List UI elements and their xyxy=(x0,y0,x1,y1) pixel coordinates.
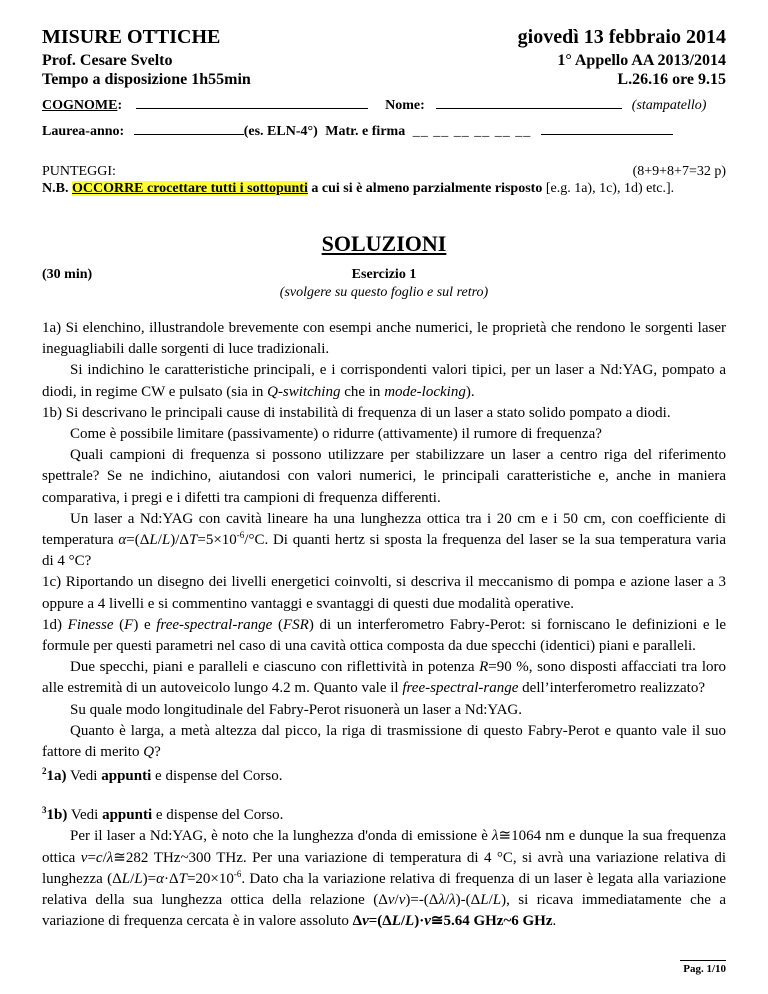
scoring-label: PUNTEGGI: xyxy=(42,164,116,179)
exam-session: 1° Appello AA 2013/2014 xyxy=(557,52,726,69)
cognome-label: COGNOME xyxy=(42,98,118,113)
exam-date: giovedì 13 febbraio 2014 xyxy=(517,26,726,48)
firma-field[interactable] xyxy=(541,134,673,135)
nb-highlight: OCCORRE crocettare tutti i sottopunti xyxy=(71,181,308,196)
page-title: SOLUZIONI xyxy=(321,231,447,256)
cognome-field[interactable] xyxy=(136,108,368,109)
exercise-title: Esercizio 1 xyxy=(351,267,417,282)
room-time: L.26.16 ore 9.15 xyxy=(617,71,726,88)
page-number: Pag. 1/10 xyxy=(683,963,726,975)
nb-note xyxy=(42,181,674,197)
professor-name: Prof. Cesare Svelto xyxy=(42,52,173,69)
questions-block: 1a) Si elenchino, illustrandole brevemente con esempi anche numerici, le proprietà che rendono le sorgenti laser ineguagliabili dalle sorgenti di luce tradizionali. Si indichino le caratteristiche principali, e i corrispondenti valori tipici, per un laser a Nd:YAG, pompato a diodi, in regime CW e pulsato (sia in Q-switching che in mode-locking). 1b) Si descrivano le principali cause di instabilità di frequenza di un laser a stato solido pompato a diodi. Come è possibile limitare (passivamente) o ridurre (attivamente) il rumore di frequenza? Quali campioni di frequenza si possono utilizzare per stabilizzare un laser a centro riga del riferimento spettrale? Se ne indichino, aiutandosi con valori numerici, le principali caratteristiche e, anche in maniera comparativa, i pregi e i difetti tra campioni di frequenza differenti. Un laser a Nd:YAG con cavità lineare ha una lunghezza ottica tra i 20 cm e i 50 cm, con coefficiente di temperatura $\alpha=(\Delta L/L)/\Delta T=5\times 10^{-6}/^\circ C$. Di quanti hertz si sposta la frequenza del laser se la sua temperatura varia di 4 °C? 1c) Riportando un disegno dei livelli energetici coinvolti, si descriva il meccanismo di pompa e azione laser a 3 oppure a 4 livelli e si commentino vantaggi e svantaggi di questi due modalità operative. 1d) Finesse (F) e free-spectral-range (FSR) di un interferometro Fabry-Perot: si forniscano le definizioni e le formule per questi parametri nel caso di una cavità ottica composta da due specchi (identici) piani e paralleli. Due specchi, piani e paralleli e ciascuno con riflettività in potenza R=90 %, sono disposti affacciati tra loro alle estremità di un autoveicolo lungo 4.2 m. Quanto vale il free-spectral-range dell’interferometro realizzato? Su quale modo longitudinale del Fabry-Perot risuonerà un laser a Nd:YAG. Quanto è larga, a metà altezza dal picco, la riga di trasmissione di questo Fabry-Perot e quanto vale il suo fattore di merito Q? xyxy=(42,320,727,761)
nome-field[interactable] xyxy=(436,108,622,109)
nb-prefix: N.B. xyxy=(42,181,69,196)
footer-rule xyxy=(680,960,726,961)
time-available: Tempo a disposizione 1h55min xyxy=(42,71,251,88)
form-row-laurea xyxy=(42,124,732,140)
exercise-instruction: (svolgere su questo foglio e sul retro) xyxy=(279,285,489,300)
stampatello-note: (stampatello) xyxy=(631,98,707,113)
laurea-hint: (es. ELN-4°) xyxy=(243,124,318,139)
scoring-points: (8+9+8+7=32 p) xyxy=(632,164,726,179)
matr-label: Matr. e firma xyxy=(325,124,406,139)
exercise-duration: (30 min) xyxy=(42,267,93,282)
nb-example: [e.g. 1a), 1c), 1d) etc.]. xyxy=(545,181,675,196)
course-title: MISURE OTTICHE xyxy=(42,26,221,48)
laurea-field[interactable] xyxy=(134,134,244,135)
laurea-label: Laurea-anno: xyxy=(42,124,125,139)
nome-label: Nome: xyxy=(385,98,425,113)
nb-rest: a cui si è almeno parzialmente risposto xyxy=(311,181,543,196)
answers-block: $^2$1a) Vedi appunti e dispense del Corso. $^3$1b) Vedi appunti e dispense del Corso. Per il laser a Nd:YAG, è noto che la lunghezza d'onda di emissione è λ≅1064 nm e dunque la sua frequenza ottica ν=c/λ≅282 THz~300 THz. Per una variazione di temperatura di 4 °C, si avrà una variazione relativa di lunghezza $(\Delta L/L)=\alpha\cdot\Delta T=20\times 10^{-6}$. Dato cha la variazione relativa di frequenza di un laser è legata alla variazione relativa della sua lunghezza ottica della relazione (Δν/ν)=-(Δλ/λ)-(ΔL/L), si ricava immediatamente che a variazione di frequenza cercata è in valore assoluto Δν=(ΔL/L)·ν≅5.64 GHz~6 GHz. xyxy=(42,766,726,930)
form-row-name: COGNOME: Nome: (stampatello) xyxy=(42,98,707,113)
matricola-field[interactable]: __ __ __ __ __ __ xyxy=(412,124,532,139)
